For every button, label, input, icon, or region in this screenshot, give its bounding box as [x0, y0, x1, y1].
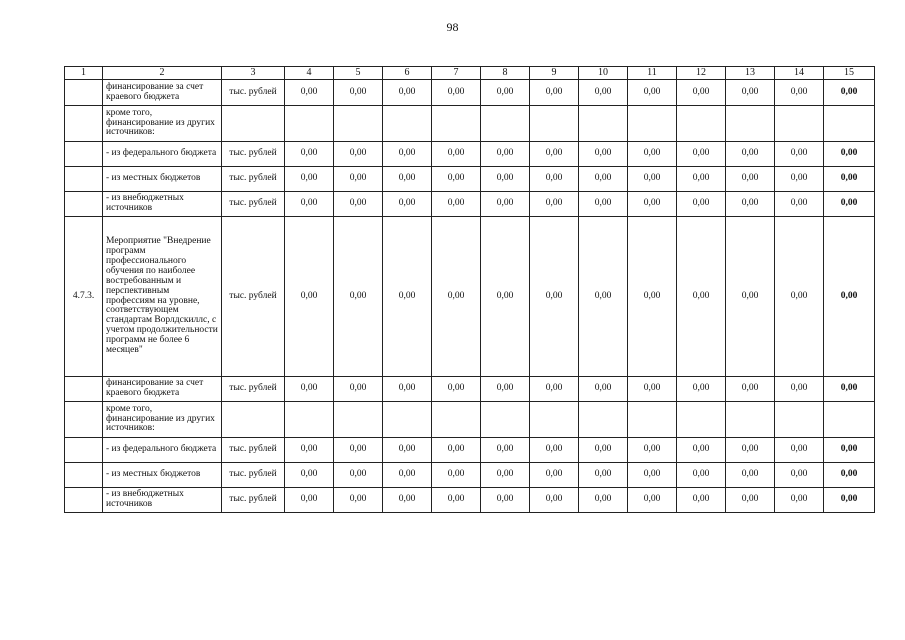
- column-header: 3: [222, 67, 285, 80]
- value-cell: 0,00: [334, 192, 383, 217]
- value-cell: [530, 106, 579, 142]
- value-cell: 0,00: [824, 167, 875, 192]
- value-cell: 0,00: [579, 167, 628, 192]
- value-cell: [677, 402, 726, 438]
- value-cell: 0,00: [628, 217, 677, 377]
- value-cell: 0,00: [775, 142, 824, 167]
- column-header: 5: [334, 67, 383, 80]
- table-body: [65, 80, 875, 513]
- value-cell: 0,00: [579, 488, 628, 513]
- value-cell: [481, 106, 530, 142]
- value-cell: 0,00: [432, 192, 481, 217]
- row-index: [65, 106, 103, 142]
- value-cell: 0,00: [285, 192, 334, 217]
- value-cell: 0,00: [383, 192, 432, 217]
- value-cell: 0,00: [285, 142, 334, 167]
- row-description: - из местных бюджетов: [103, 167, 222, 192]
- value-cell: 0,00: [824, 217, 875, 377]
- value-cell: 0,00: [432, 167, 481, 192]
- value-cell: [579, 106, 628, 142]
- value-cell: 0,00: [726, 217, 775, 377]
- value-cell: [824, 402, 875, 438]
- table-row: [65, 488, 875, 513]
- value-cell: 0,00: [824, 142, 875, 167]
- row-unit: тыс. рублей: [222, 80, 285, 106]
- value-cell: 0,00: [628, 463, 677, 488]
- value-cell: 0,00: [824, 463, 875, 488]
- value-cell: 0,00: [481, 192, 530, 217]
- value-cell: 0,00: [824, 80, 875, 106]
- column-header: 13: [726, 67, 775, 80]
- row-description: финансирование за счет краевого бюджета: [103, 377, 222, 402]
- value-cell: 0,00: [334, 142, 383, 167]
- value-cell: 0,00: [530, 142, 579, 167]
- value-cell: 0,00: [530, 167, 579, 192]
- value-cell: [334, 106, 383, 142]
- value-cell: 0,00: [677, 488, 726, 513]
- value-cell: 0,00: [726, 192, 775, 217]
- value-cell: 0,00: [775, 377, 824, 402]
- value-cell: 0,00: [334, 217, 383, 377]
- value-cell: 0,00: [628, 377, 677, 402]
- value-cell: 0,00: [628, 80, 677, 106]
- row-description: кроме того, финансирование из других источников:: [103, 106, 222, 142]
- value-cell: 0,00: [726, 463, 775, 488]
- row-unit: [222, 106, 285, 142]
- value-cell: [383, 106, 432, 142]
- value-cell: 0,00: [726, 377, 775, 402]
- value-cell: 0,00: [677, 192, 726, 217]
- value-cell: 0,00: [383, 438, 432, 463]
- row-description: - из внебюджетных источников: [103, 192, 222, 217]
- row-unit: тыс. рублей: [222, 167, 285, 192]
- value-cell: 0,00: [726, 80, 775, 106]
- row-index: [65, 463, 103, 488]
- row-index: [65, 80, 103, 106]
- value-cell: 0,00: [628, 167, 677, 192]
- value-cell: 0,00: [775, 167, 824, 192]
- value-cell: 0,00: [285, 80, 334, 106]
- value-cell: 0,00: [432, 142, 481, 167]
- value-cell: 0,00: [432, 463, 481, 488]
- value-cell: 0,00: [383, 80, 432, 106]
- value-cell: [334, 402, 383, 438]
- value-cell: 0,00: [677, 377, 726, 402]
- table-row: [65, 377, 875, 402]
- value-cell: 0,00: [481, 142, 530, 167]
- value-cell: 0,00: [334, 80, 383, 106]
- value-cell: 0,00: [285, 377, 334, 402]
- value-cell: 0,00: [628, 488, 677, 513]
- value-cell: 0,00: [579, 463, 628, 488]
- value-cell: [285, 106, 334, 142]
- value-cell: [432, 106, 481, 142]
- row-index: [65, 438, 103, 463]
- column-header: 15: [824, 67, 875, 80]
- value-cell: 0,00: [481, 377, 530, 402]
- value-cell: 0,00: [285, 217, 334, 377]
- row-index: [65, 488, 103, 513]
- column-header: 1: [65, 67, 103, 80]
- value-cell: 0,00: [775, 438, 824, 463]
- value-cell: 0,00: [677, 80, 726, 106]
- value-cell: 0,00: [334, 463, 383, 488]
- value-cell: 0,00: [432, 217, 481, 377]
- value-cell: 0,00: [726, 142, 775, 167]
- value-cell: 0,00: [775, 488, 824, 513]
- value-cell: 0,00: [285, 463, 334, 488]
- row-unit: [222, 402, 285, 438]
- value-cell: 0,00: [383, 463, 432, 488]
- column-header: 9: [530, 67, 579, 80]
- row-unit: тыс. рублей: [222, 377, 285, 402]
- row-description: - из внебюджетных источников: [103, 488, 222, 513]
- row-index: [65, 167, 103, 192]
- value-cell: 0,00: [334, 377, 383, 402]
- value-cell: [726, 106, 775, 142]
- column-header: 11: [628, 67, 677, 80]
- value-cell: 0,00: [481, 217, 530, 377]
- value-cell: [432, 402, 481, 438]
- value-cell: [628, 402, 677, 438]
- value-cell: 0,00: [824, 488, 875, 513]
- row-index: [65, 142, 103, 167]
- value-cell: 0,00: [677, 142, 726, 167]
- value-cell: 0,00: [334, 488, 383, 513]
- value-cell: 0,00: [530, 488, 579, 513]
- row-unit: тыс. рублей: [222, 438, 285, 463]
- row-description: - из местных бюджетов: [103, 463, 222, 488]
- value-cell: 0,00: [530, 80, 579, 106]
- table-row: [65, 438, 875, 463]
- value-cell: 0,00: [824, 377, 875, 402]
- value-cell: 0,00: [579, 192, 628, 217]
- value-cell: 0,00: [383, 167, 432, 192]
- value-cell: [775, 402, 824, 438]
- row-unit: тыс. рублей: [222, 142, 285, 167]
- value-cell: [383, 402, 432, 438]
- row-index: [65, 402, 103, 438]
- value-cell: 0,00: [579, 217, 628, 377]
- value-cell: [824, 106, 875, 142]
- value-cell: 0,00: [579, 80, 628, 106]
- budget-table: [64, 66, 875, 513]
- value-cell: [530, 402, 579, 438]
- value-cell: 0,00: [530, 463, 579, 488]
- table-row: [65, 192, 875, 217]
- row-description: финансирование за счет краевого бюджета: [103, 80, 222, 106]
- value-cell: 0,00: [432, 488, 481, 513]
- table-row: [65, 217, 875, 377]
- value-cell: 0,00: [628, 438, 677, 463]
- value-cell: 0,00: [677, 217, 726, 377]
- value-cell: [481, 402, 530, 438]
- column-header: 6: [383, 67, 432, 80]
- value-cell: 0,00: [677, 463, 726, 488]
- row-description: - из федерального бюджета: [103, 142, 222, 167]
- value-cell: [726, 402, 775, 438]
- row-description: Мероприятие "Внедрение программ профессионального обучения по наиболее востребованным и перспективным профессиям на уровне, соответствующем стандартам Ворлдскиллс, с учетом продолжительности программ не более 6 месяцев": [103, 217, 222, 377]
- value-cell: 0,00: [775, 217, 824, 377]
- value-cell: 0,00: [530, 438, 579, 463]
- value-cell: 0,00: [432, 80, 481, 106]
- value-cell: 0,00: [285, 488, 334, 513]
- value-cell: [677, 106, 726, 142]
- table-row: [65, 142, 875, 167]
- row-unit: тыс. рублей: [222, 217, 285, 377]
- value-cell: 0,00: [824, 192, 875, 217]
- column-header: 4: [285, 67, 334, 80]
- table-row: [65, 167, 875, 192]
- value-cell: 0,00: [579, 142, 628, 167]
- row-description: кроме того, финансирование из других источников:: [103, 402, 222, 438]
- table-row: [65, 402, 875, 438]
- table-row: [65, 80, 875, 106]
- value-cell: 0,00: [628, 142, 677, 167]
- value-cell: 0,00: [481, 463, 530, 488]
- value-cell: 0,00: [481, 80, 530, 106]
- value-cell: 0,00: [677, 438, 726, 463]
- value-cell: 0,00: [775, 463, 824, 488]
- table-row: [65, 106, 875, 142]
- value-cell: 0,00: [334, 167, 383, 192]
- value-cell: 0,00: [383, 377, 432, 402]
- value-cell: [285, 402, 334, 438]
- value-cell: [775, 106, 824, 142]
- value-cell: 0,00: [579, 438, 628, 463]
- value-cell: 0,00: [726, 438, 775, 463]
- value-cell: 0,00: [530, 377, 579, 402]
- value-cell: 0,00: [285, 167, 334, 192]
- value-cell: [579, 402, 628, 438]
- value-cell: 0,00: [726, 167, 775, 192]
- value-cell: 0,00: [383, 217, 432, 377]
- value-cell: 0,00: [481, 167, 530, 192]
- value-cell: 0,00: [530, 217, 579, 377]
- value-cell: 0,00: [677, 167, 726, 192]
- value-cell: 0,00: [628, 192, 677, 217]
- page-number: 98: [446, 20, 459, 34]
- column-header: 8: [481, 67, 530, 80]
- row-index: [65, 377, 103, 402]
- header-row: [65, 67, 875, 80]
- value-cell: [628, 106, 677, 142]
- value-cell: 0,00: [481, 438, 530, 463]
- row-unit: тыс. рублей: [222, 463, 285, 488]
- row-description: - из федерального бюджета: [103, 438, 222, 463]
- value-cell: 0,00: [383, 142, 432, 167]
- table-row: [65, 463, 875, 488]
- column-header: 2: [103, 67, 222, 80]
- value-cell: 0,00: [824, 438, 875, 463]
- value-cell: 0,00: [432, 438, 481, 463]
- value-cell: 0,00: [432, 377, 481, 402]
- value-cell: 0,00: [334, 438, 383, 463]
- value-cell: 0,00: [481, 488, 530, 513]
- row-index: [65, 192, 103, 217]
- row-index: 4.7.3.: [65, 217, 103, 377]
- row-unit: тыс. рублей: [222, 488, 285, 513]
- value-cell: 0,00: [579, 377, 628, 402]
- value-cell: 0,00: [383, 488, 432, 513]
- column-header: 10: [579, 67, 628, 80]
- column-header: 14: [775, 67, 824, 80]
- row-unit: тыс. рублей: [222, 192, 285, 217]
- column-header: 7: [432, 67, 481, 80]
- value-cell: 0,00: [775, 80, 824, 106]
- value-cell: 0,00: [285, 438, 334, 463]
- value-cell: 0,00: [726, 488, 775, 513]
- column-header: 12: [677, 67, 726, 80]
- value-cell: 0,00: [775, 192, 824, 217]
- value-cell: 0,00: [530, 192, 579, 217]
